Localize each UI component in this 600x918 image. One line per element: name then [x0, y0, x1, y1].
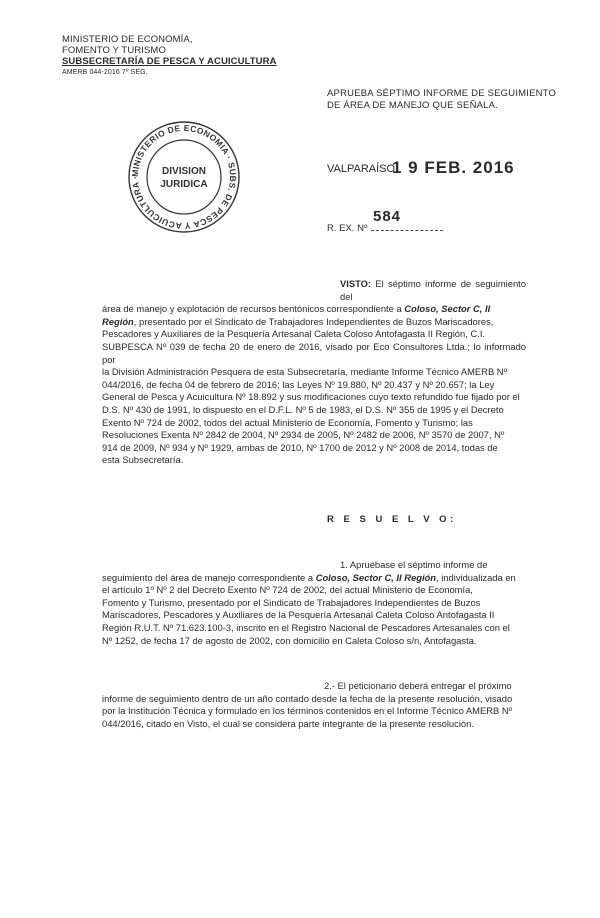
stamp-ring-text: MINISTERIO DE ECONOMIA · SUBS. DE PESCA Y ACUICULTURA ·: [129, 122, 239, 232]
resolution-title: [327, 88, 556, 112]
resolution-number: 584: [373, 208, 402, 225]
resolution-label: R. EX. Nº: [327, 223, 443, 234]
ministry-line-3: SUBSECRETARÍA DE PESCA Y ACUICULTURA: [62, 56, 277, 67]
visto-paragraph: VISTO: El séptimo informe de seguimiento del área de manejo y explotación de recursos bentónicos correspondiente a Coloso, Sector C, II Región, presentado por el Sindicato de Trabajadores Independientes de Buzos Mariscadores, Pescadores y Auxiliares de la Pesquería Artesanal Caleta Coloso Antofagasta II Región, C.I. SUBPESCA Nº 039 de fecha 20 de enero de 2016, visado por Eco Consultores Ltda.; lo informado por la División Administración Pesquera de esta Subsecretaría, mediante Informe Técnico AMERB Nº 044/2016, de fecha 04 de febrero de 2016; las Leyes Nº 19.880, Nº 20.437 y Nº 20.657; la Ley General de Pesca y Acuicultura Nº 18.892 y sus modificaciones cuyo texto refundido fue fijado por el D.S. Nº 430 de 1991, lo dispuesto en el D.F.L. Nº 5 de 1983, el D.S. Nº 355 de 1995 y el Decreto Exento Nº 724 de 2002, todos del actual Ministerio de Economía, Fomento y Turismo; las Resoluciones Exenta Nº 2842 de 2004, Nº 2934 de 2005, Nº 2482 de 2006, Nº 3570 de 2007, Nº 914 de 2009, Nº 934 y Nº 1929, ambas de 2010, Nº 1700 de 2012 y Nº 2008 de 2014, todas de esta Subsecretaría.: [102, 278, 526, 466]
ministry-line-2: FOMENTO Y TURISMO: [62, 45, 166, 56]
title-line-1: APRUEBA SÉPTIMO INFORME DE SEGUIMIENTO: [327, 88, 557, 99]
ministry-header: [62, 34, 277, 78]
visto-label: VISTO:: [340, 278, 372, 289]
title-line-2: DE ÁREA DE MANEJO QUE SEÑALA.: [327, 100, 499, 111]
stamp-center-line-2: JURIDICA: [160, 179, 208, 190]
resolution-date: 1 9 FEB. 2016: [392, 158, 515, 177]
resuelvo-heading: R E S U E L V O:: [327, 514, 457, 525]
ministry-line-1: MINISTERIO DE ECONOMÍA,: [62, 34, 193, 45]
resuelvo-item-2: 2.- El peticionario deberá entregar el próximo informe de seguimiento dentro de un año contado desde la fecha de la presente resolución, visado por la Institución Técnica y formulado en los términos contenidos en el Informe Técnico AMERB Nº 044/2016, citado en Visto, el cual se considera parte integrante de la presente resolución.: [102, 680, 513, 729]
resuelvo-item-1: 1. Apruébase el séptimo informe de seguimiento del área de manejo correspondiente a Coloso, Sector C, II Región, individualizada en el artículo 1º Nº 2 del Decreto Exento Nº 724 de 2002, del actual Ministerio de Economía, Fomento y Turismo, presentado por el Sindicato de Trabajadores Independientes de Buzos Mariscadores, Pescadores y Auxiliares de la Pesquería Artesanal Caleta Coloso Antofagasta II Región R.U.T. Nº 71.623.100-3, inscrito en el Registro Nacional de Pescadores Artesanales con el Nº 1252, de fecha 17 de agosto de 2002, con domicilio en Caleta Coloso s/n, Antofagasta.: [102, 559, 516, 646]
stamp-seal-icon: [125, 118, 243, 236]
ministry-line-4: AMERB 044-2016 7º SEG.: [62, 69, 148, 76]
division-juridica-stamp: [125, 118, 243, 236]
stamp-center-line-1: DIVISION: [162, 166, 206, 177]
place-label: VALPARAÍSO,: [327, 163, 399, 175]
resolution-number-line: [371, 230, 443, 231]
